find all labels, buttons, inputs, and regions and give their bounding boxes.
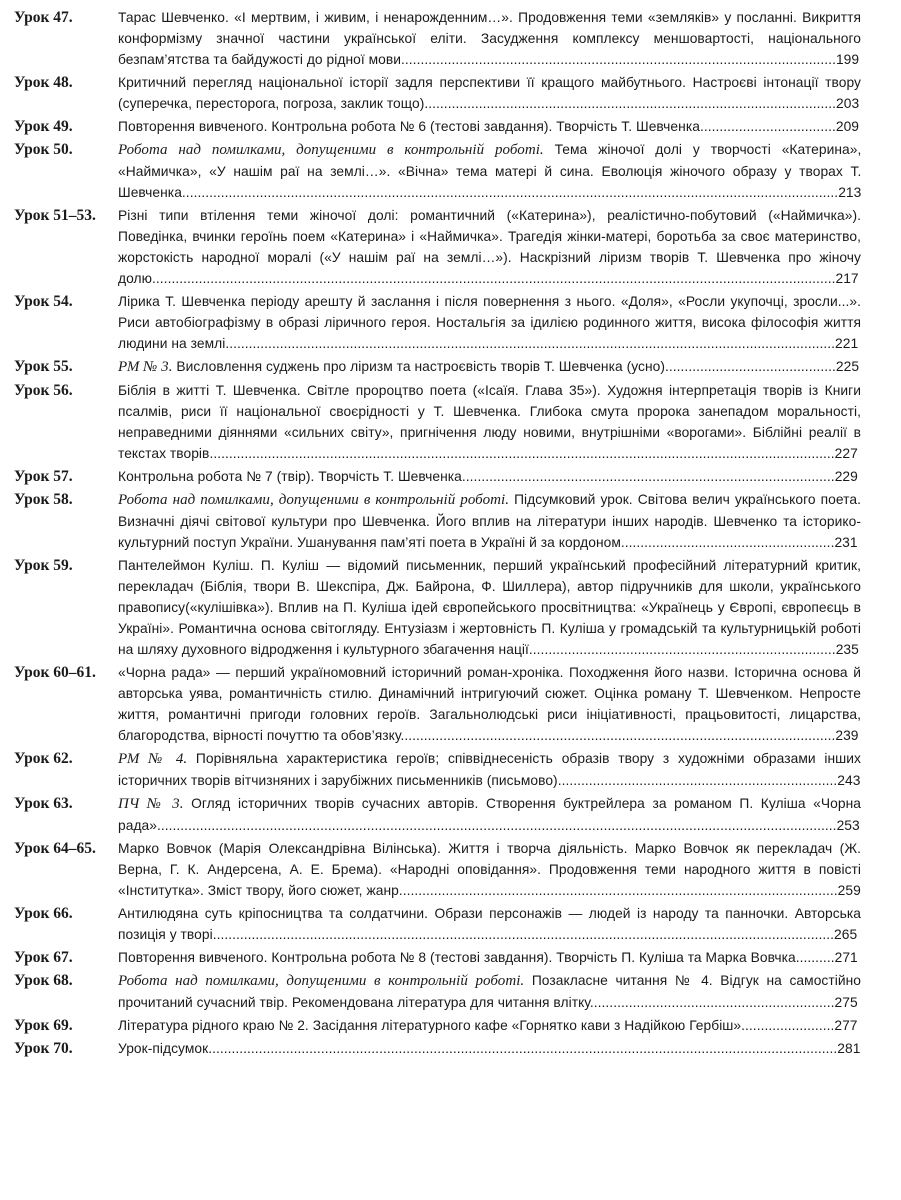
lesson-description bbox=[118, 291, 861, 354]
lesson-description bbox=[118, 903, 861, 945]
leader-dots: ................................................................................................................................................................. bbox=[209, 446, 835, 461]
page-number: 213 bbox=[838, 185, 862, 200]
lesson-topic-italic: РМ № 3. bbox=[118, 359, 173, 375]
leader-dots: ................................................................................................................ bbox=[400, 728, 836, 743]
lesson-description bbox=[118, 662, 861, 746]
toc-entry bbox=[14, 291, 861, 354]
lesson-description bbox=[118, 489, 861, 553]
lesson-number: Урок 49. bbox=[14, 118, 73, 135]
lesson-topic-text: Позакласне читання № 4. Відгук на самостійно прочитаний сучасний твір. Рекомендована література для читання влітку bbox=[118, 973, 861, 1010]
lesson-topic-text: Різні типи втілення теми жіночої долі: романтичний («Катерина»), реалістично-побутовий («Наймичка»). Поведінка, вчинки героїнь поем «Катерина» і «Наймичка». Трагедія жінки-матері, боротьба за своє материнство, жорстокість народної моралі («У нашім раї на землі…»). Наскрізний ліризм творів Т. Шевченка про жіночу долю bbox=[118, 208, 861, 286]
toc-entry bbox=[14, 1015, 861, 1036]
lesson-description bbox=[118, 1038, 861, 1059]
lesson-description bbox=[118, 380, 861, 464]
lesson-number: Урок 58. bbox=[14, 491, 73, 508]
lesson-description bbox=[118, 7, 861, 70]
lesson-description bbox=[118, 139, 861, 203]
page-number: 217 bbox=[835, 271, 859, 286]
lesson-topic-italic: ПЧ № 3. bbox=[118, 796, 184, 812]
toc-entry bbox=[14, 748, 861, 791]
lesson-number: Урок 64–65. bbox=[14, 840, 96, 857]
leader-dots: .......................................................................................................... bbox=[424, 96, 837, 111]
toc-entry bbox=[14, 205, 861, 289]
lesson-description bbox=[118, 555, 861, 660]
lesson-topic-text: Повторення вивченого. Контрольна робота № 8 (тестові завдання). Творчість П. Куліша та Марка Вовчка bbox=[118, 950, 796, 965]
lesson-topic-text: Біблія в житті Т. Шевченка. Світле пророцтво поета («Ісаїя. Глава 35»). Художня інтерпретація творів із Книги псалмів, риси її національної своєрідності у Т. Шевченка. Глибока смута пророка занепадом моральності, неправедними діяннями «сильних світу», пригнічення люду новими, внутрішніми «ворогами». Біблійні реалії в текстах творів bbox=[118, 383, 861, 461]
lesson-topic-text: Повторення вивченого. Контрольна робота № 6 (тестові завдання). Творчість Т. Шевченка bbox=[118, 119, 700, 134]
lesson-number: Урок 70. bbox=[14, 1040, 73, 1057]
toc-entry bbox=[14, 793, 861, 836]
lesson-description bbox=[118, 116, 861, 137]
toc-entry bbox=[14, 838, 861, 901]
page-number: 239 bbox=[835, 728, 859, 743]
lesson-description bbox=[118, 1015, 861, 1036]
lesson-topic-text: Література рідного краю № 2. Засідання літературного кафе «Горнятко кави з Надійкою Гербіш» bbox=[118, 1018, 742, 1033]
page-number: 275 bbox=[834, 995, 858, 1010]
lesson-description bbox=[118, 793, 861, 836]
page-number: 281 bbox=[837, 1041, 861, 1056]
leader-dots: ............................................................................................................................................................. bbox=[225, 336, 836, 351]
lesson-topic-text: Урок-підсумок bbox=[118, 1041, 209, 1056]
page-number: 231 bbox=[834, 535, 858, 550]
leader-dots: ................................................................................................................................................................................ bbox=[152, 271, 836, 286]
leader-dots: ............................................................... bbox=[589, 995, 835, 1010]
lesson-topic-text: Порівняльна характеристика героїв; співвіднесеність образів твору з художніми образами інших історичних творів вітчизняних і зарубіжних письменників (письмово) bbox=[118, 751, 861, 788]
lesson-topic-text: Критичний перегляд національної історії задля перспективи її кращого майбутнього. Настроєві інтонації твору (суперечка, пересторога, погроза, заклик тощо) bbox=[118, 75, 861, 111]
page-number: 243 bbox=[837, 773, 861, 788]
lesson-description bbox=[118, 205, 861, 289]
toc-entry bbox=[14, 466, 861, 487]
lesson-topic-italic: Робота над помилками, допущеними в контрольній роботі. bbox=[118, 492, 510, 508]
lesson-number: Урок 60–61. bbox=[14, 664, 96, 681]
toc-entry bbox=[14, 356, 861, 378]
lesson-number: Урок 68. bbox=[14, 972, 73, 989]
lesson-description bbox=[118, 466, 861, 487]
lesson-number: Урок 48. bbox=[14, 74, 73, 91]
leader-dots: ................................... bbox=[699, 119, 836, 134]
leader-dots: ....................................................... bbox=[620, 535, 835, 550]
lesson-topic-text: «Чорна рада» — перший україномовний історичний роман-хроніка. Походження його назви. Історична основа й авторська уява, романтичність стилю. Динамічний інтригуючий сюжет. Оцінка роману Т. Шевченком. Непросте життя, романтичні пригоди головних героїв. Загальнолюдські риси ініціативності, працьовитості, лицарства, благородства, вірності почуттю та обов’язку bbox=[118, 665, 861, 743]
lesson-number: Урок 47. bbox=[14, 9, 73, 26]
lesson-number: Урок 67. bbox=[14, 949, 73, 966]
lesson-description bbox=[118, 970, 861, 1013]
lesson-topic-text: Підсумковий урок. Світова велич українського поета. Визначні діячі світової культури про Шевченка. Його вплив на літератури інших народів. Шевченко та історико-культурний поступ України. Ушанування пам’яті поета в Україні й за кордоном bbox=[118, 492, 861, 550]
leader-dots: ................................................................................................................................................................ bbox=[212, 927, 835, 942]
lesson-number: Урок 57. bbox=[14, 468, 73, 485]
leader-dots: ................................................................................................................ bbox=[401, 52, 836, 67]
page-number: 199 bbox=[835, 52, 860, 67]
page-number: 277 bbox=[834, 1018, 858, 1033]
toc-entry bbox=[14, 555, 861, 660]
toc-list bbox=[14, 7, 861, 1059]
lesson-topic-text: Висловлення суджень про ліризм та настроєвість творів Т. Шевченка (усно) bbox=[172, 359, 666, 374]
page-number: 265 bbox=[834, 927, 858, 942]
toc-entry bbox=[14, 380, 861, 464]
lesson-topic-text: Огляд історичних творів сучасних авторів. Створення буктрейлера за романом П. Куліша «Чорна рада» bbox=[118, 796, 861, 833]
lesson-topic-text: Пантелеймон Куліш. П. Куліш — відомий письменник, перший український професійний літературний критик, перекладач (Біблія, твори В. Шекспіра, Дж. Байрона, Ф. Шиллера), автор підручників для школи, українського правопису(«кулішівка»). Вплив на П. Куліша ідей європейського просвітництва: «Українець у Європі, європеєць в Україні». Романтична основа світогляду. Ентузіазм і жертовність П. Куліша у громадській та культурницькій роботі на шляху духовного відродження і культурного збагачення нації bbox=[118, 558, 861, 657]
page-number: 235 bbox=[835, 642, 859, 657]
page-number: 229 bbox=[834, 469, 858, 484]
toc-entry bbox=[14, 1038, 861, 1059]
toc-entry bbox=[14, 662, 861, 746]
page-number: 271 bbox=[834, 950, 858, 965]
lesson-number: Урок 55. bbox=[14, 358, 73, 375]
leader-dots: ......................................................................................................................................................................... bbox=[181, 185, 839, 200]
page-number: 259 bbox=[837, 883, 861, 898]
lesson-topic-italic: Робота над помилками, допущеними в контрольній роботі. bbox=[118, 973, 525, 989]
lesson-topic-text: Тема жіночої долі у творчості «Катерина», «Наймичка», «У нашім раї на землі…». «Вічна» тема матері й сина. Еволюція жіночого образу у творах Т. Шевченка bbox=[118, 142, 862, 200]
toc-entry bbox=[14, 970, 861, 1013]
lesson-number: Урок 59. bbox=[14, 557, 73, 574]
lesson-number: Урок 63. bbox=[14, 795, 73, 812]
lesson-description bbox=[118, 72, 861, 114]
lesson-number: Урок 56. bbox=[14, 382, 73, 399]
lesson-number: Урок 50. bbox=[14, 141, 73, 158]
leader-dots: ............................................................................................................................................................................... bbox=[157, 818, 837, 833]
lesson-description bbox=[118, 356, 861, 378]
page-number: 227 bbox=[834, 446, 858, 461]
leader-dots: ............................................ bbox=[665, 359, 836, 374]
toc-entry bbox=[14, 116, 861, 137]
toc-entry bbox=[14, 139, 861, 203]
leader-dots: ................................................................................................................. bbox=[398, 883, 838, 898]
lesson-number: Урок 62. bbox=[14, 750, 73, 767]
toc-entry bbox=[14, 7, 861, 70]
lesson-topic-text: Тарас Шевченко. «І мертвим, і живим, і ненарожденним…». Продовження теми «земляків» у посланні. Викриття конформізму значної частини української еліти. Засудження комплексу меншовартості, національного безпам’ятства та байдужості до рідної мови bbox=[118, 10, 861, 67]
lesson-number: Урок 54. bbox=[14, 293, 73, 310]
lesson-number: Урок 66. bbox=[14, 905, 73, 922]
lesson-topic-text: Лірика Т. Шевченка періоду арешту й заслання і після повернення з нього. «Доля», «Росли укупочці, зросли...». Риси автобіографізму в образі ліричного героя. Ностальгія за ідилією родинного життя, висока філософія життя людини на землі bbox=[118, 294, 861, 351]
lesson-description bbox=[118, 838, 861, 901]
leader-dots: ........................ bbox=[741, 1018, 835, 1033]
lesson-topic-text: Контрольна робота № 7 (твір). Творчість Т. Шевченка bbox=[118, 469, 462, 484]
leader-dots: ............................................................................... bbox=[528, 642, 836, 657]
page-number: 203 bbox=[836, 96, 860, 111]
lesson-description bbox=[118, 947, 861, 968]
page-number: 225 bbox=[835, 359, 860, 374]
page-number: 221 bbox=[835, 336, 859, 351]
leader-dots: ........................................................................ bbox=[557, 773, 838, 788]
page-number: 209 bbox=[835, 119, 860, 134]
lesson-topic-text: Антилюдяна суть кріпосництва та солдатчини. Образи персонажів — людей із народу та панночки. Авторська позиція у творі bbox=[118, 906, 861, 942]
lesson-topic-italic: РМ № 4. bbox=[118, 751, 188, 767]
lesson-topic-italic: Робота над помилками, допущеними в контрольній роботі. bbox=[118, 142, 544, 158]
leader-dots: ................................................................................................ bbox=[461, 469, 835, 484]
lesson-description bbox=[118, 748, 861, 791]
lesson-number: Урок 51–53. bbox=[14, 207, 96, 224]
page-number: 253 bbox=[836, 818, 860, 833]
leader-dots: .......... bbox=[795, 950, 835, 965]
lesson-topic-text: Марко Вовчок (Марія Олександрівна Вілінська). Життя і творча діяльність. Марко Вовчок як перекладач (Ж. Верна, Г. К. Андерсена, А. Е. Брема). «Народні оповідання». Продовження теми народного життя в повісті «Інститутка». Зміст твору, його сюжет, жанр bbox=[118, 841, 861, 898]
lesson-number: Урок 69. bbox=[14, 1017, 73, 1034]
leader-dots: .................................................................................................................................................................. bbox=[208, 1041, 838, 1056]
toc-entry bbox=[14, 72, 861, 114]
toc-entry bbox=[14, 489, 861, 553]
toc-entry bbox=[14, 903, 861, 945]
toc-entry bbox=[14, 947, 861, 968]
